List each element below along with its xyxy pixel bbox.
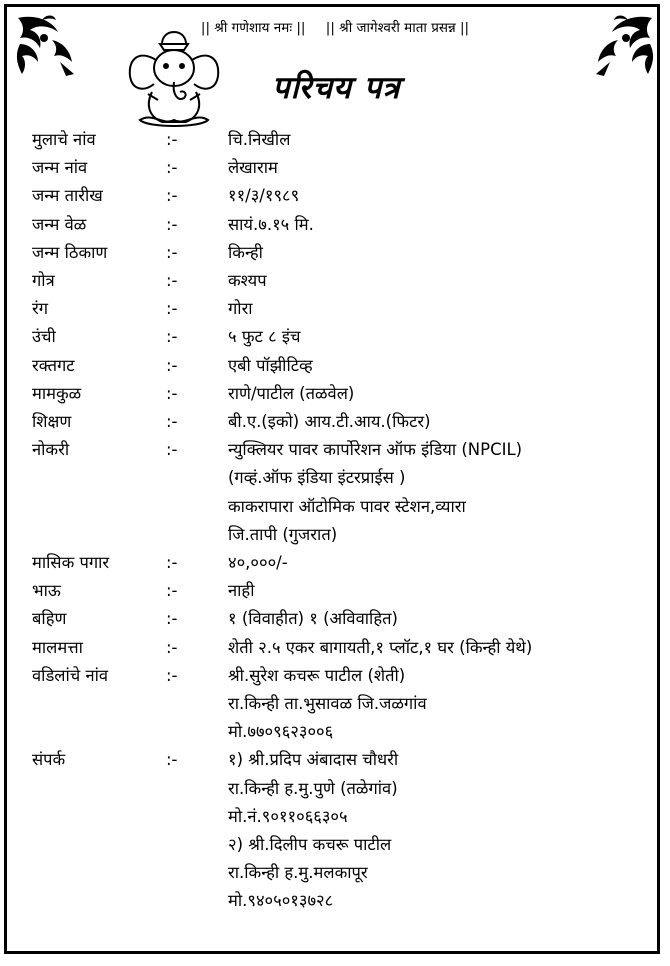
detail-separator: :-	[166, 186, 178, 206]
detail-value	[228, 634, 647, 662]
detail-value	[228, 126, 647, 154]
detail-row	[32, 154, 647, 182]
detail-row	[32, 634, 647, 662]
detail-label: नोकरी	[32, 440, 70, 460]
detail-value-line: ४०,०००/-	[228, 553, 288, 573]
detail-label: जन्म नांव	[32, 158, 88, 178]
detail-value	[228, 211, 647, 239]
detail-value-line: चि.निखील	[228, 130, 291, 149]
detail-value-line: ११/३/१९८९	[228, 186, 300, 206]
detail-value	[228, 408, 647, 436]
detail-label: बहिण	[32, 609, 67, 629]
detail-separator: :-	[166, 412, 178, 432]
profile-details	[32, 126, 647, 916]
detail-value-line: किन्ही	[228, 242, 263, 262]
detail-value	[228, 267, 647, 295]
detail-separator: :-	[166, 665, 178, 685]
detail-value-line: नाही	[228, 581, 255, 601]
detail-separator: :-	[166, 553, 178, 573]
detail-value-line: श्री.सुरेश कचरू पाटील (शेती)	[228, 665, 406, 685]
detail-row	[32, 352, 647, 380]
detail-value	[228, 352, 647, 380]
detail-separator: :-	[166, 581, 178, 601]
detail-label: उंची	[32, 327, 56, 347]
detail-value	[228, 577, 647, 605]
detail-label: जन्म वेळ	[32, 214, 87, 234]
detail-separator: :-	[166, 355, 178, 375]
detail-row	[32, 126, 647, 154]
detail-separator: :-	[166, 158, 178, 178]
blessings-line	[0, 18, 670, 36]
detail-separator: :-	[166, 130, 178, 149]
detail-value-line: रा.किन्ही ह.मु.पुणे (तळेगांव)	[228, 778, 398, 798]
detail-separator: :-	[166, 214, 178, 234]
detail-value-line: बी.ए.(इको) आय.टी.आय.(फिटर)	[228, 412, 431, 432]
detail-value	[228, 182, 647, 210]
detail-label: संपर्क	[32, 750, 66, 770]
detail-row	[32, 408, 647, 436]
detail-label: मामकुळ	[32, 383, 82, 403]
detail-value	[228, 380, 647, 408]
detail-value	[228, 154, 647, 182]
detail-value-line: मो.९४०५०१३७२८	[228, 891, 334, 911]
detail-value-line: शेती २.५ एकर बागायती,१ प्लॉट,१ घर (किन्ही येथे)	[228, 637, 533, 657]
detail-row	[32, 746, 647, 915]
detail-label: मुलाचे नांव	[32, 130, 96, 149]
detail-value-line: (गव्हं.ऑफ इंडिया इंटरप्राईस )	[228, 468, 406, 488]
detail-value-line: काकरापारा ऑटोमिक पावर स्टेशन,व्यारा	[228, 496, 466, 516]
detail-value-line: १ (विवाहीत) १ (अविवाहित)	[228, 609, 398, 629]
detail-value-line: लेखाराम	[228, 158, 278, 178]
detail-separator: :-	[166, 299, 178, 319]
detail-value-line: राणे/पाटील (तळवेल)	[228, 383, 355, 403]
detail-label: वडिलांचे नांव	[32, 665, 109, 685]
detail-value	[228, 239, 647, 267]
detail-label: शिक्षण	[32, 412, 72, 432]
detail-row	[32, 323, 647, 351]
detail-value-line: जि.तापी (गुजरात)	[228, 524, 338, 544]
detail-separator: :-	[166, 440, 178, 460]
detail-value	[228, 549, 647, 577]
detail-row	[32, 267, 647, 295]
detail-row	[32, 662, 647, 747]
detail-row	[32, 380, 647, 408]
detail-value-line: कश्यप	[228, 271, 267, 291]
detail-value-line: सायं.७.१५ मि.	[228, 214, 314, 234]
detail-value-line: २) श्री.दिलीप कचरू पाटील	[228, 835, 392, 855]
detail-value	[228, 662, 647, 747]
detail-row	[32, 239, 647, 267]
detail-row	[32, 436, 647, 549]
detail-row	[32, 577, 647, 605]
detail-value-line: न्युक्लियर पावर कार्पोरेशन ऑफ इंडिया (NPCIL)	[228, 440, 523, 460]
blessing-left: || श्री गणेशाय नमः ||	[200, 20, 306, 36]
detail-label: गोत्र	[32, 271, 55, 291]
detail-value	[228, 605, 647, 633]
detail-label: जन्म ठिकाण	[32, 242, 108, 262]
detail-label: रंग	[32, 299, 49, 319]
detail-value	[228, 746, 647, 915]
detail-label: रक्तगट	[32, 355, 75, 375]
detail-row	[32, 182, 647, 210]
detail-separator: :-	[166, 271, 178, 291]
detail-value	[228, 436, 647, 549]
detail-row	[32, 605, 647, 633]
detail-row	[32, 295, 647, 323]
detail-value-line: १) श्री.प्रदिप अंबादास चौधरी	[228, 750, 399, 770]
detail-value	[228, 295, 647, 323]
detail-value-line: रा.किन्ही ता.भुसावळ जि.जळगांव	[228, 694, 427, 714]
detail-row	[32, 549, 647, 577]
detail-row	[32, 211, 647, 239]
detail-value-line: एबी पॉझीटिव्ह	[228, 355, 313, 375]
detail-label: भाऊ	[32, 581, 61, 601]
detail-value-line: रा.किन्ही ह.मु.मलकापूर	[228, 863, 368, 883]
blessing-right: || श्री जागेश्वरी माता प्रसन्न ||	[325, 20, 470, 36]
detail-separator: :-	[166, 383, 178, 403]
detail-value	[228, 323, 647, 351]
detail-label: मालमत्ता	[32, 637, 83, 657]
detail-label: जन्म तारीख	[32, 186, 103, 206]
detail-value-line: मो.७७०९६२३००६	[228, 722, 334, 742]
detail-separator: :-	[166, 750, 178, 770]
detail-label: मासिक पगार	[32, 553, 110, 573]
detail-value-line: गोरा	[228, 299, 253, 319]
detail-separator: :-	[166, 242, 178, 262]
detail-separator: :-	[166, 637, 178, 657]
detail-separator: :-	[166, 327, 178, 347]
page-title: परिचय पत्र	[272, 70, 401, 106]
ganesh-icon	[122, 28, 226, 130]
detail-value-line: मो.नं.९०११०६६३०५	[228, 806, 348, 826]
detail-separator: :-	[166, 609, 178, 629]
detail-value-line: ५ फुट ८ इंच	[228, 327, 301, 347]
